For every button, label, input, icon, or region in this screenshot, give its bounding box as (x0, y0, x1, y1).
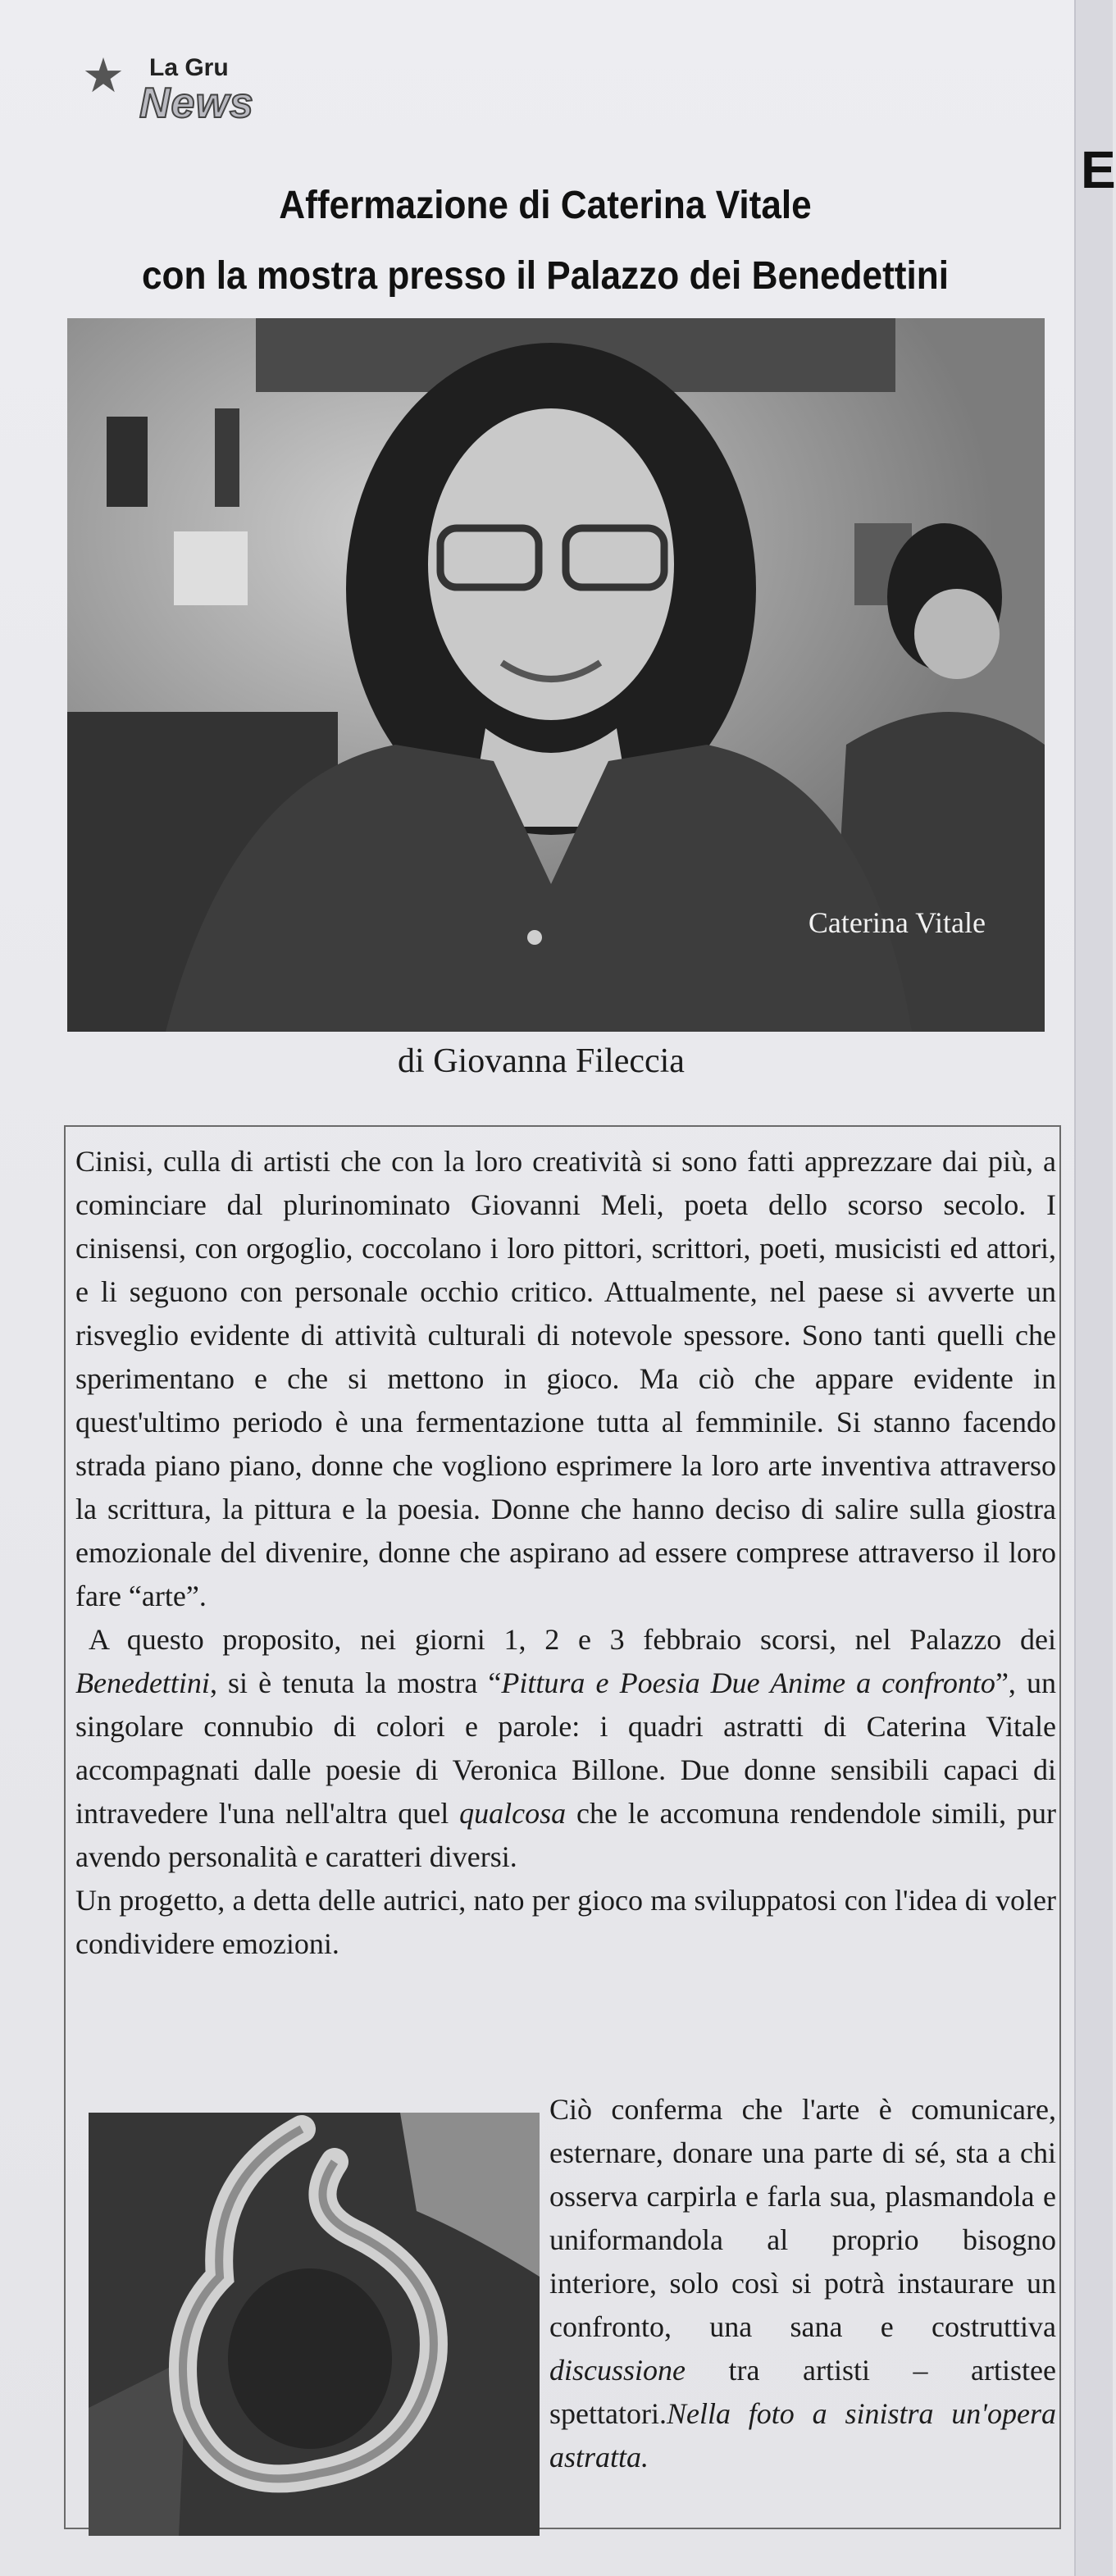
paragraph-4-discussione: discussione (549, 2354, 686, 2387)
photo-note: Nella foto a sinistra un'opera astratta. (549, 2397, 1056, 2473)
logo-small-text: La Gru (149, 54, 229, 81)
paragraph-2-part-c: , si è tenuta la mostra “ (209, 1666, 502, 1699)
paragraph-4 (549, 2088, 1056, 2479)
paragraph-2 (75, 1618, 1056, 1879)
headline (112, 171, 979, 312)
paragraph-2-part-e: ”, un singolare connubio di colori e parole: i quadri astratti di Caterina Vitale accompagnati dalle poesie di Veronica Billone. Due donne sensibili capaci di intravedere l'una nell'altra quel (75, 1666, 1057, 1830)
paragraph-2-part-g: che le accomuna rendendole simili, pur avendo personalità e caratteri diversi. (75, 1797, 1056, 1873)
star-icon: ★ (82, 49, 125, 103)
paragraph-1: Cinisi, culla di artisti che con la loro creatività si sono fatti apprezzare dai più, a cominciare dal plurinominato Giovanni Meli, poeta dello scorso secolo. I cinisensi, con orgoglio, coccolano i loro pittori, scrittori, poeti, musicisti ed attori, e li seguono con personale occhio critico. Attualmente, nel paese si avverte un risveglio evidente di attività culturali di notevole spessore. Sono tanti quelli che sperimentano e che si mettono in gioco. Ma ciò che appare evidente in quest'ultimo periodo è una fermentazione tutta al femminile. Si stanno facendo strada piano piano, donne che vogliono esprimere la loro arte inventiva attraverso la scrittura, la pittura e la poesia. Donne che hanno deciso di salire sulla giostra emozionale del divenire, donne che aspirano ad essere comprese attraverso il loro fare “arte”. (75, 1145, 1056, 1612)
paragraph-2-qualcosa: qualcosa (459, 1797, 567, 1830)
paragraph-4-part-c: tra artisti – artistee spettatori. (549, 2354, 1056, 2430)
adjacent-column-letter: E (1081, 140, 1116, 199)
paragraph-2-venue: Benedettini (75, 1666, 210, 1699)
abstract-artwork-photo (89, 2113, 540, 2536)
photo-caption: Caterina Vitale (808, 906, 986, 939)
paragraph-2-part-a: A questo proposito, nei giorni 1, 2 e 3 febbraio scorsi, nel Palazzo dei (89, 1623, 1056, 1656)
adjacent-column (1074, 0, 1113, 2576)
article-body (75, 1140, 1056, 1966)
article-lower-section (75, 2088, 1056, 2514)
headline-line-1: Affermazione di Caterina Vitale (279, 184, 812, 227)
masthead-logo (82, 48, 295, 127)
paragraph-3: Un progetto, a detta delle autrici, nato per gioco ma sviluppatosi con l'idea di voler condividere emozioni. (75, 1884, 1056, 1960)
portrait-photo (67, 318, 1045, 1032)
abstract-artwork-image (89, 2113, 540, 2536)
byline: di Giovanna Fileccia (398, 1042, 685, 1080)
logo-big-text: News (139, 80, 254, 127)
paragraph-4-part-a: Ciò conferma che l'arte è comunicare, esternare, donare una parte di sé, sta a chi osserva carpirla e farla sua, plasmandola e uniformandola al proprio bisogno interiore, solo così si potrà instaurare un confronto, una sana e costruttiva (549, 2093, 1056, 2343)
headline-line-2: con la mostra presso il Palazzo dei Benedettini (141, 254, 950, 298)
paragraph-2-exhibition-title: Pittura e Poesia Due Anime a confronto (501, 1666, 995, 1699)
